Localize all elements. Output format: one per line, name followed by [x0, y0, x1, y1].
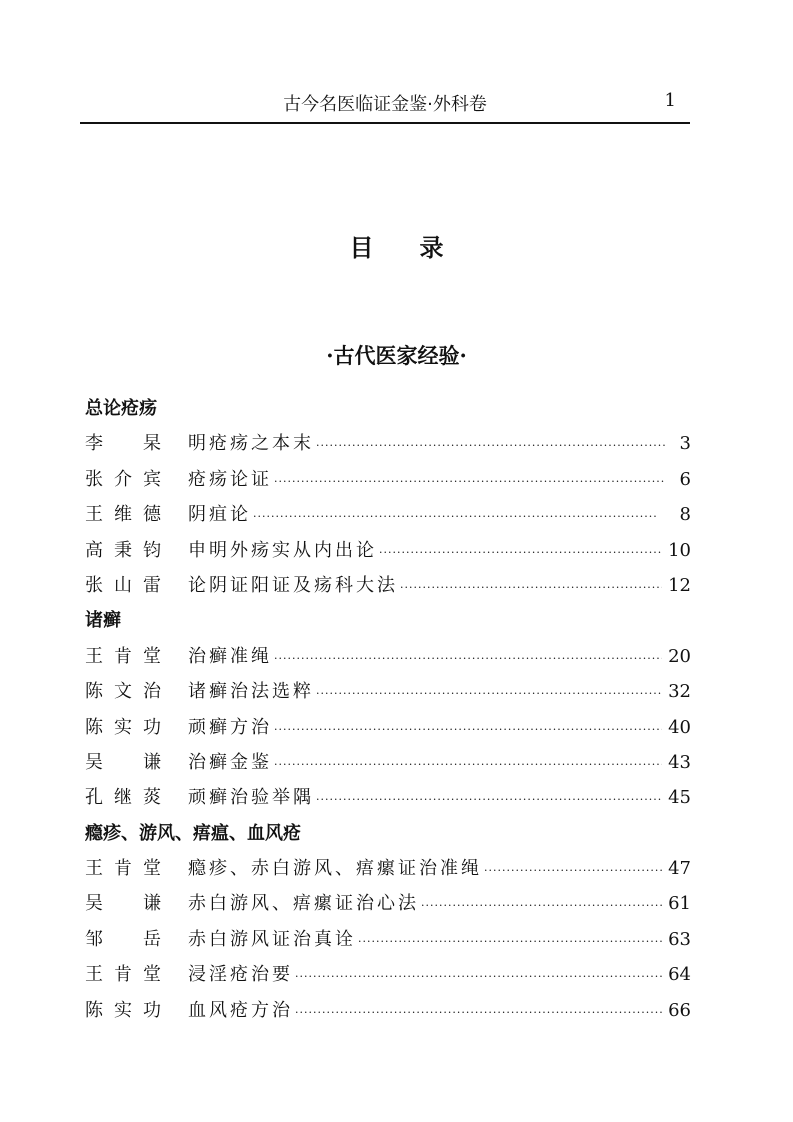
- entry-title: 浸淫疮治要: [188, 964, 293, 986]
- toc-entry[interactable]: [85, 922, 691, 957]
- entry-title: 血风疮方治: [188, 999, 293, 1021]
- toc-entry[interactable]: [85, 497, 691, 532]
- book-title: 古今名医临证金鉴·外科卷: [283, 94, 487, 115]
- author: [85, 922, 188, 957]
- entry-page: 63: [668, 928, 691, 950]
- author-name: 王肯堂: [85, 964, 161, 986]
- entry-page: 66: [668, 999, 691, 1021]
- toc-entry[interactable]: [85, 639, 691, 674]
- page-number: 1: [664, 90, 676, 111]
- running-header: [80, 88, 690, 124]
- author: [85, 886, 188, 921]
- entry-page: 8: [679, 504, 691, 526]
- entry-page: 10: [668, 539, 691, 561]
- author-name: 陈实功: [85, 999, 161, 1021]
- author: [85, 780, 188, 815]
- entry-page: 43: [668, 751, 691, 773]
- author-name: 陈实功: [85, 716, 161, 738]
- author-name: 王肯堂: [85, 858, 161, 880]
- toc-category: 诸癣: [85, 610, 121, 632]
- entry-page: 45: [668, 787, 691, 809]
- leader-dots: [295, 995, 662, 1030]
- entry-page: 32: [668, 681, 691, 703]
- toc-entry[interactable]: [85, 674, 691, 709]
- author: [85, 426, 188, 461]
- entry-page: 20: [668, 645, 691, 667]
- author-name: 张山雷: [85, 574, 161, 596]
- author-name: 吴 谦: [85, 751, 161, 773]
- leader-dots: [421, 888, 662, 923]
- author-name: 陈文治: [85, 681, 161, 703]
- author-name: 邹 岳: [85, 928, 161, 950]
- entry-title: 诸癣治法选粹: [188, 681, 314, 703]
- toc-entry[interactable]: [85, 568, 691, 603]
- author-name: 高秉钧: [85, 539, 161, 561]
- page-title: 目录: [349, 234, 490, 262]
- entry-title: 明疮疡之本末: [188, 433, 314, 455]
- entry-title: 疮疡论证: [188, 468, 272, 490]
- table-of-contents: [85, 391, 691, 1028]
- toc-entry[interactable]: [85, 957, 691, 992]
- toc-entry[interactable]: [85, 993, 691, 1028]
- leader-dots: [316, 428, 665, 463]
- toc-entry[interactable]: [85, 710, 691, 745]
- toc-entry[interactable]: [85, 426, 691, 461]
- leader-dots: [253, 499, 665, 534]
- entry-title: 瘾疹、赤白游风、痦瘰证治准绳: [188, 858, 482, 880]
- author: [85, 851, 188, 886]
- author: [85, 497, 188, 532]
- leader-dots: [274, 464, 665, 499]
- leader-dots: [316, 782, 662, 817]
- leader-dots: [316, 676, 662, 711]
- entry-page: 64: [668, 964, 691, 986]
- author: [85, 674, 188, 709]
- entry-title: 治癣金鉴: [188, 751, 272, 773]
- section-heading: ·古代医家经验·: [326, 343, 467, 368]
- entry-page: 12: [668, 574, 691, 596]
- entry-title: 顽癣方治: [188, 716, 272, 738]
- leader-dots: [484, 853, 662, 888]
- leader-dots: [400, 570, 662, 605]
- author-name: 王肯堂: [85, 645, 161, 667]
- author-name: 张介宾: [85, 468, 161, 490]
- entry-title: 论阴证阳证及疡科大法: [188, 574, 398, 596]
- author: [85, 639, 188, 674]
- author: [85, 745, 188, 780]
- entry-page: 3: [679, 433, 691, 455]
- author-name: 吴 谦: [85, 893, 161, 915]
- entry-page: 47: [668, 858, 691, 880]
- entry-page: 61: [668, 893, 691, 915]
- author: [85, 533, 188, 568]
- entry-title: 赤白游风证治真诠: [188, 928, 356, 950]
- author-name: 王维德: [85, 504, 161, 526]
- toc-entry[interactable]: [85, 780, 691, 815]
- toc-entry[interactable]: [85, 886, 691, 921]
- toc-entry[interactable]: [85, 462, 691, 497]
- leader-dots: [358, 924, 662, 959]
- leader-dots: [379, 535, 662, 570]
- toc-category: 瘾疹、游风、痦瘟、血风疮: [85, 822, 301, 844]
- author: [85, 462, 188, 497]
- entry-title: 赤白游风、痦瘰证治心法: [188, 893, 419, 915]
- toc-entry[interactable]: [85, 745, 691, 780]
- author: [85, 710, 188, 745]
- author-name: 李 杲: [85, 433, 161, 455]
- author: [85, 993, 188, 1028]
- toc-category: 总论疮疡: [85, 398, 157, 419]
- author: [85, 568, 188, 603]
- leader-dots: [274, 641, 662, 676]
- entry-title: 治癣准绳: [188, 645, 272, 667]
- toc-entry[interactable]: [85, 533, 691, 568]
- author: [85, 957, 188, 992]
- entry-page: 6: [679, 468, 691, 490]
- entry-title: 申明外疡实从内出论: [188, 539, 377, 561]
- leader-dots: [274, 712, 662, 747]
- entry-page: 40: [668, 716, 691, 738]
- toc-entry[interactable]: [85, 851, 691, 886]
- leader-dots: [295, 959, 662, 994]
- leader-dots: [274, 747, 662, 782]
- entry-title: 阴疽论: [188, 504, 251, 526]
- author-name: 孔继菼: [85, 787, 161, 809]
- entry-title: 顽癣治验举隅: [188, 787, 314, 809]
